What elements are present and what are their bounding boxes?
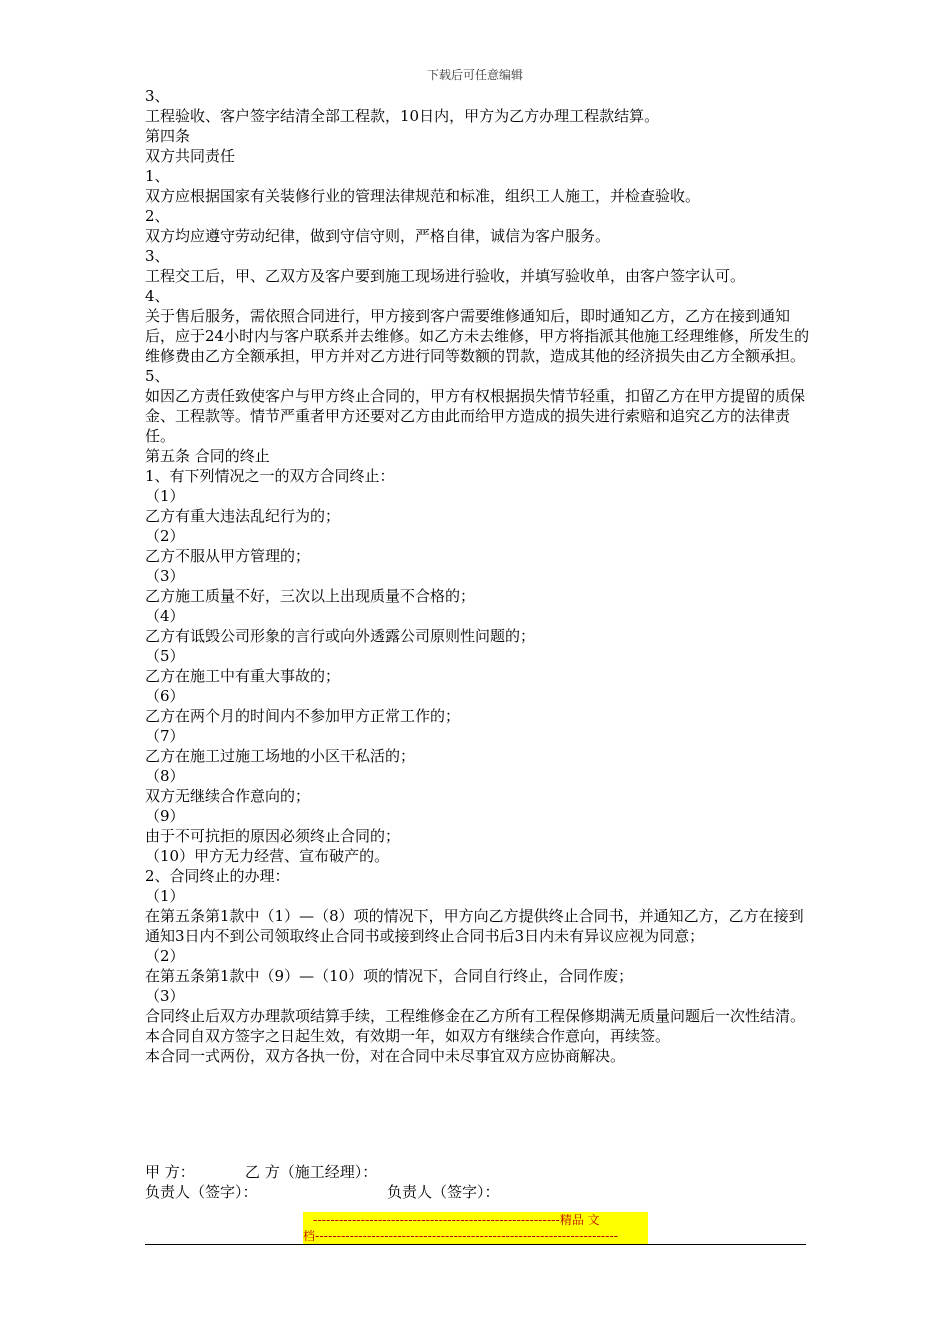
paragraph: （2） bbox=[145, 527, 185, 545]
rep-b-label: 负责人（签字）： bbox=[387, 1183, 500, 1201]
paragraph: 工程交工后，甲、乙双方及客户要到施工现场进行验收，并填写验收单，由客户签字认可。 bbox=[145, 267, 746, 285]
paragraph: 工程验收、客户签字结清全部工程款，10日内，甲方为乙方办理工程款结算。 bbox=[145, 107, 660, 125]
paragraph: 双方共同责任 bbox=[145, 147, 236, 165]
paragraph: （4） bbox=[145, 607, 185, 625]
paragraph: （6） bbox=[145, 687, 185, 705]
paragraph: 2、合同终止的办理： bbox=[145, 867, 290, 885]
paragraph: 1、 bbox=[145, 167, 170, 185]
footer-line-1: ---------------------------------------------------------精品 文 bbox=[313, 1213, 600, 1227]
paragraph: 双方无继续合作意向的； bbox=[145, 787, 311, 805]
paragraph: 2、 bbox=[145, 207, 170, 225]
paragraph: 如因乙方责任致使客户与甲方终止合同的，甲方有权根据损失情节轻重，扣留乙方在甲方提留的质保金、工程款等。情节严重者甲方还要对乙方由此而给甲方造成的损失进行索赔和追究乙方的法律责任。 bbox=[145, 387, 806, 445]
paragraph: 乙方有诋毁公司形象的言行或向外透露公司原则性问题的； bbox=[145, 627, 536, 645]
paragraph: 本合同一式两份，双方各执一份，对在合同中未尽事宜双方应协商解决。 bbox=[145, 1047, 626, 1065]
paragraph: （9） bbox=[145, 807, 185, 825]
paragraph: （3） bbox=[145, 987, 185, 1005]
paragraph: （5） bbox=[145, 647, 185, 665]
document-body bbox=[145, 86, 810, 1066]
paragraph: 双方均应遵守劳动纪律，做到守信守则，严格自律，诚信为客户服务。 bbox=[145, 227, 611, 245]
paragraph: （10）甲方无力经营、宣布破产的。 bbox=[145, 847, 390, 865]
paragraph: （1） bbox=[145, 887, 185, 905]
paragraph: 乙方在两个月的时间内不参加甲方正常工作的； bbox=[145, 707, 461, 725]
party-b-label: 乙 方（施工经理）： bbox=[245, 1163, 378, 1181]
paragraph: 3、 bbox=[145, 87, 170, 105]
paragraph: 乙方有重大违法乱纪行为的； bbox=[145, 507, 341, 525]
paragraph: （2） bbox=[145, 947, 185, 965]
paragraph: 3、 bbox=[145, 247, 170, 265]
footer-watermark bbox=[303, 1212, 648, 1244]
footer-divider bbox=[145, 1244, 806, 1245]
party-a-label: 甲 方： bbox=[145, 1163, 195, 1181]
paragraph: （1） bbox=[145, 487, 185, 505]
paragraph: 乙方施工质量不好，三次以上出现质量不合格的； bbox=[145, 587, 476, 605]
paragraph: 本合同自双方签字之日起生效，有效期一年，如双方有继续合作意向，再续签。 bbox=[145, 1027, 671, 1045]
paragraph: 乙方在施工中有重大事故的； bbox=[145, 667, 341, 685]
paragraph: （8） bbox=[145, 767, 185, 785]
paragraph: （7） bbox=[145, 727, 185, 745]
paragraph: 5、 bbox=[145, 367, 170, 385]
paragraph: 乙方不服从甲方管理的； bbox=[145, 547, 311, 565]
paragraph: 在第五条第1款中（9）—（10）项的情况下，合同自行终止，合同作废； bbox=[145, 967, 634, 985]
paragraph: 合同终止后双方办理款项结算手续，工程维修金在乙方所有工程保修期满无质量问题后一次性结清。 bbox=[145, 1007, 806, 1025]
paragraph: 1、有下列情况之一的双方合同终止： bbox=[145, 467, 395, 485]
paragraph: 在第五条第1款中（1）—（8）项的情况下，甲方向乙方提供终止合同书，并通知乙方，乙方在接到通知3日内不到公司领取终止合同书或接到终止合同书后3日内未有异议应视为同意； bbox=[145, 907, 804, 945]
paragraph: 第四条 bbox=[145, 127, 191, 145]
paragraph: （3） bbox=[145, 567, 185, 585]
paragraph: 第五条 合同的终止 bbox=[145, 447, 270, 465]
signature-block bbox=[145, 1162, 810, 1202]
paragraph: 双方应根据国家有关装修行业的管理法律规范和标准，组织工人施工，并检查验收。 bbox=[145, 187, 701, 205]
page-header: 下载后可任意编辑 bbox=[426, 68, 523, 82]
footer-line-2: 档---------------------------------------------------------------------- bbox=[303, 1229, 619, 1243]
paragraph: 4、 bbox=[145, 287, 170, 305]
paragraph: 关于售后服务，需依照合同进行，甲方接到客户需要维修通知后，即时通知乙方，乙方在接到通知后，应于24小时内与客户联系并去维修。如乙方未去维修，甲方将指派其他施工经理维修，所发生的维修费由乙方全额承担，甲方并对乙方进行同等数额的罚款，造成其他的经济损失由乙方全额承担。 bbox=[145, 307, 810, 365]
rep-a-label: 负责人（签字）： bbox=[145, 1183, 258, 1201]
paragraph: 乙方在施工过施工场地的小区干私活的； bbox=[145, 747, 416, 765]
paragraph: 由于不可抗拒的原因必须终止合同的； bbox=[145, 827, 401, 845]
